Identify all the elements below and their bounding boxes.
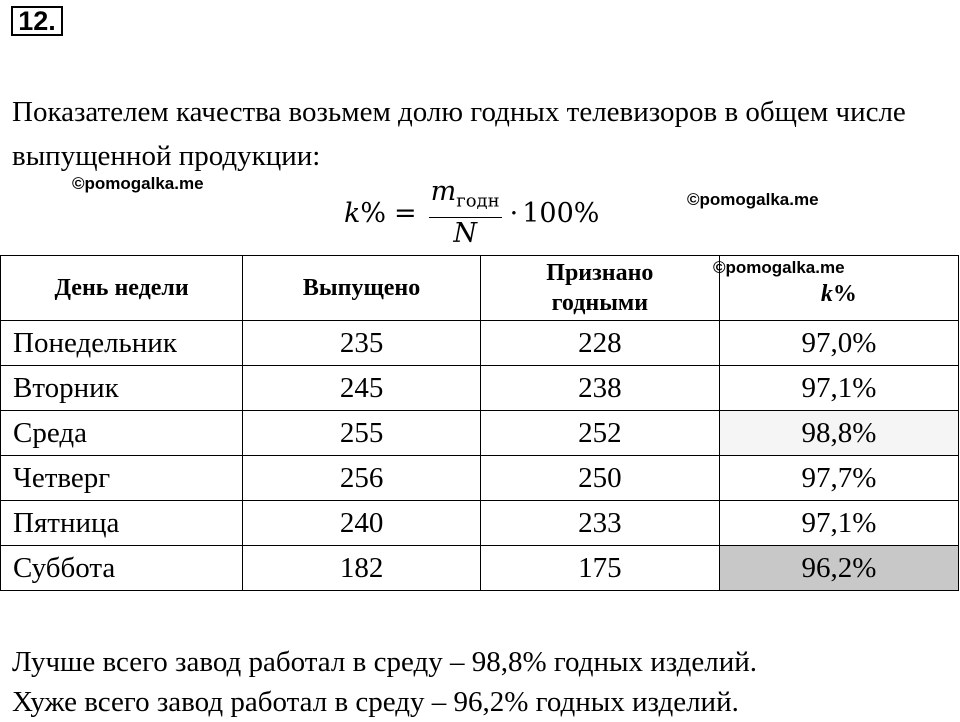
formula-k: k [344, 197, 361, 229]
quality-table [0, 255, 959, 591]
conclusions [12, 642, 757, 722]
formula-fraction [429, 176, 502, 250]
cell-produced: 235 [243, 321, 481, 366]
watermark: ©pomogalka.me [713, 258, 845, 277]
cell-accepted: 238 [480, 366, 719, 411]
formula-factor: 100% [522, 197, 600, 229]
cell-day: Четверг [1, 456, 243, 501]
intro-text: Показателем качества возьмем долю годных телевизоров в общем числе выпущенной продукции: [12, 96, 906, 172]
cell-accepted: 252 [480, 411, 719, 456]
cell-k: 97,0% [719, 321, 958, 366]
cell-k: 97,1% [719, 366, 958, 411]
conclusion-best: Лучше всего завод работал в среду – 98,8% годных изделий. [12, 646, 758, 678]
quality-formula [344, 176, 599, 250]
table-row [1, 546, 959, 591]
cell-produced: 240 [243, 501, 481, 546]
formula-numerator: $m_{годн}$ [430, 175, 500, 212]
table-row [1, 456, 959, 501]
cell-day: Суббота [1, 546, 243, 591]
watermark: ©pomogalka.me [72, 174, 204, 193]
conclusion-worst: Хуже всего завод работал в среду – 96,2% годных изделий. [12, 686, 739, 718]
header-accepted: Признано годными [480, 256, 719, 321]
task-number: 12. [11, 6, 63, 36]
watermark: ©pomogalka.me [687, 190, 819, 209]
table-row [1, 501, 959, 546]
cell-accepted: 175 [480, 546, 719, 591]
header-day: День недели [1, 256, 243, 321]
cell-day: Пятница [1, 501, 243, 546]
cell-accepted: 233 [480, 501, 719, 546]
cell-day: Среда [1, 411, 243, 456]
header-produced: Выпущено [243, 256, 481, 321]
cell-k: 97,7% [719, 456, 958, 501]
cell-produced: 182 [243, 546, 481, 591]
table-row [1, 411, 959, 456]
cell-k: 97,1% [719, 501, 958, 546]
formula-percent: % [360, 197, 387, 229]
formula-denominator: N [453, 218, 477, 250]
cell-k-worst: 96,2% [719, 546, 958, 591]
cell-day: Понедельник [1, 321, 243, 366]
cell-produced: 255 [243, 411, 481, 456]
table-header-row [1, 256, 959, 321]
header-k-percent: k% [719, 256, 958, 321]
table-row [1, 366, 959, 411]
cell-accepted: 228 [480, 321, 719, 366]
cell-produced: 245 [243, 366, 481, 411]
cell-produced: 256 [243, 456, 481, 501]
cell-day: Вторник [1, 366, 243, 411]
table-row [1, 321, 959, 366]
cell-k-best: 98,8% [719, 411, 958, 456]
formula-multiply: · [509, 197, 519, 229]
formula-equals: = [394, 197, 417, 229]
cell-accepted: 250 [480, 456, 719, 501]
